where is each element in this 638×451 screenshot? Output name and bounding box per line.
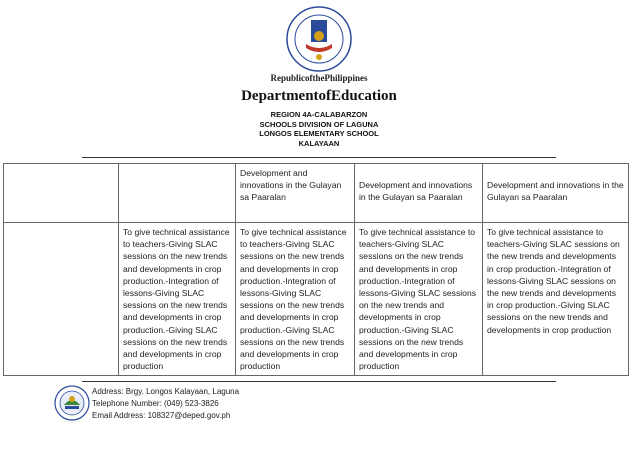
footer-contact — [92, 386, 239, 422]
table-cell: To give technical assistance to teachers-Giving SLAC sessions on the new trends and developments in crop production.-Integration of lessons-Giving SLAC sessions on the new trends and developments in crop production.-Giving SLAC sessions on the new trends and developments in crop production — [236, 223, 355, 376]
subheading-block — [0, 110, 638, 148]
table-cell: Development and innovations in the Gulayan sa Paaralan — [236, 164, 355, 223]
header-divider — [82, 157, 556, 158]
school-seal-logo — [54, 385, 90, 421]
division-line: SCHOOLS DIVISION OF LAGUNA — [259, 119, 379, 129]
deped-seal-logo — [286, 6, 352, 72]
footer-address: Address: Brgy. Longos Kalayaan, Laguna — [92, 387, 240, 396]
school-line: LONGOS ELEMENTARY SCHOOL — [259, 129, 379, 138]
table-row — [4, 223, 629, 376]
table-cell: To give technical assistance to teachers-Giving SLAC sessions on the new trends and developments in crop production.-Integration of lessons-Giving SLAC sessions on the new trends and developments in crop production.-Giving SLAC sessions on the new trends and developments in crop production — [355, 223, 483, 376]
plan-table — [3, 163, 629, 376]
footer-email: Email Address: 108327@deped.gov.ph — [92, 411, 231, 420]
region-line: REGION 4A-CALABARZON — [270, 110, 368, 119]
republic-label: RepublicofthePhilippines — [270, 73, 368, 83]
department-title: DepartmentofEducation — [241, 88, 397, 104]
table-cell — [4, 164, 119, 223]
table-cell: Development and innovations in the Gulayan sa Paaralan — [355, 164, 483, 223]
table-cell — [119, 164, 236, 223]
footer-telephone: Telephone Number: (049) 523-3826 — [92, 399, 219, 408]
place-line: KALAYAAN — [298, 138, 340, 148]
table-header-row — [4, 164, 629, 223]
footer-divider — [82, 381, 556, 382]
table-cell: To give technical assistance to teachers-Giving SLAC sessions on the new trends and developments in crop production.-Integration of lessons-Giving SLAC sessions on the new trends and developments in crop production.-Giving SLAC sessions on the new trends and developments in crop production — [119, 223, 236, 376]
table-cell: To give technical assistance to teachers-Giving SLAC sessions on the new trends and developments in crop production.-Integration of lessons-Giving SLAC sessions on the new trends and developments in crop production.-Giving SLAC sessions on the new trends and developments in crop production — [483, 223, 629, 376]
table-cell: Development and innovations in the Gulayan sa Paaralan — [483, 164, 629, 223]
table-cell — [4, 223, 119, 376]
